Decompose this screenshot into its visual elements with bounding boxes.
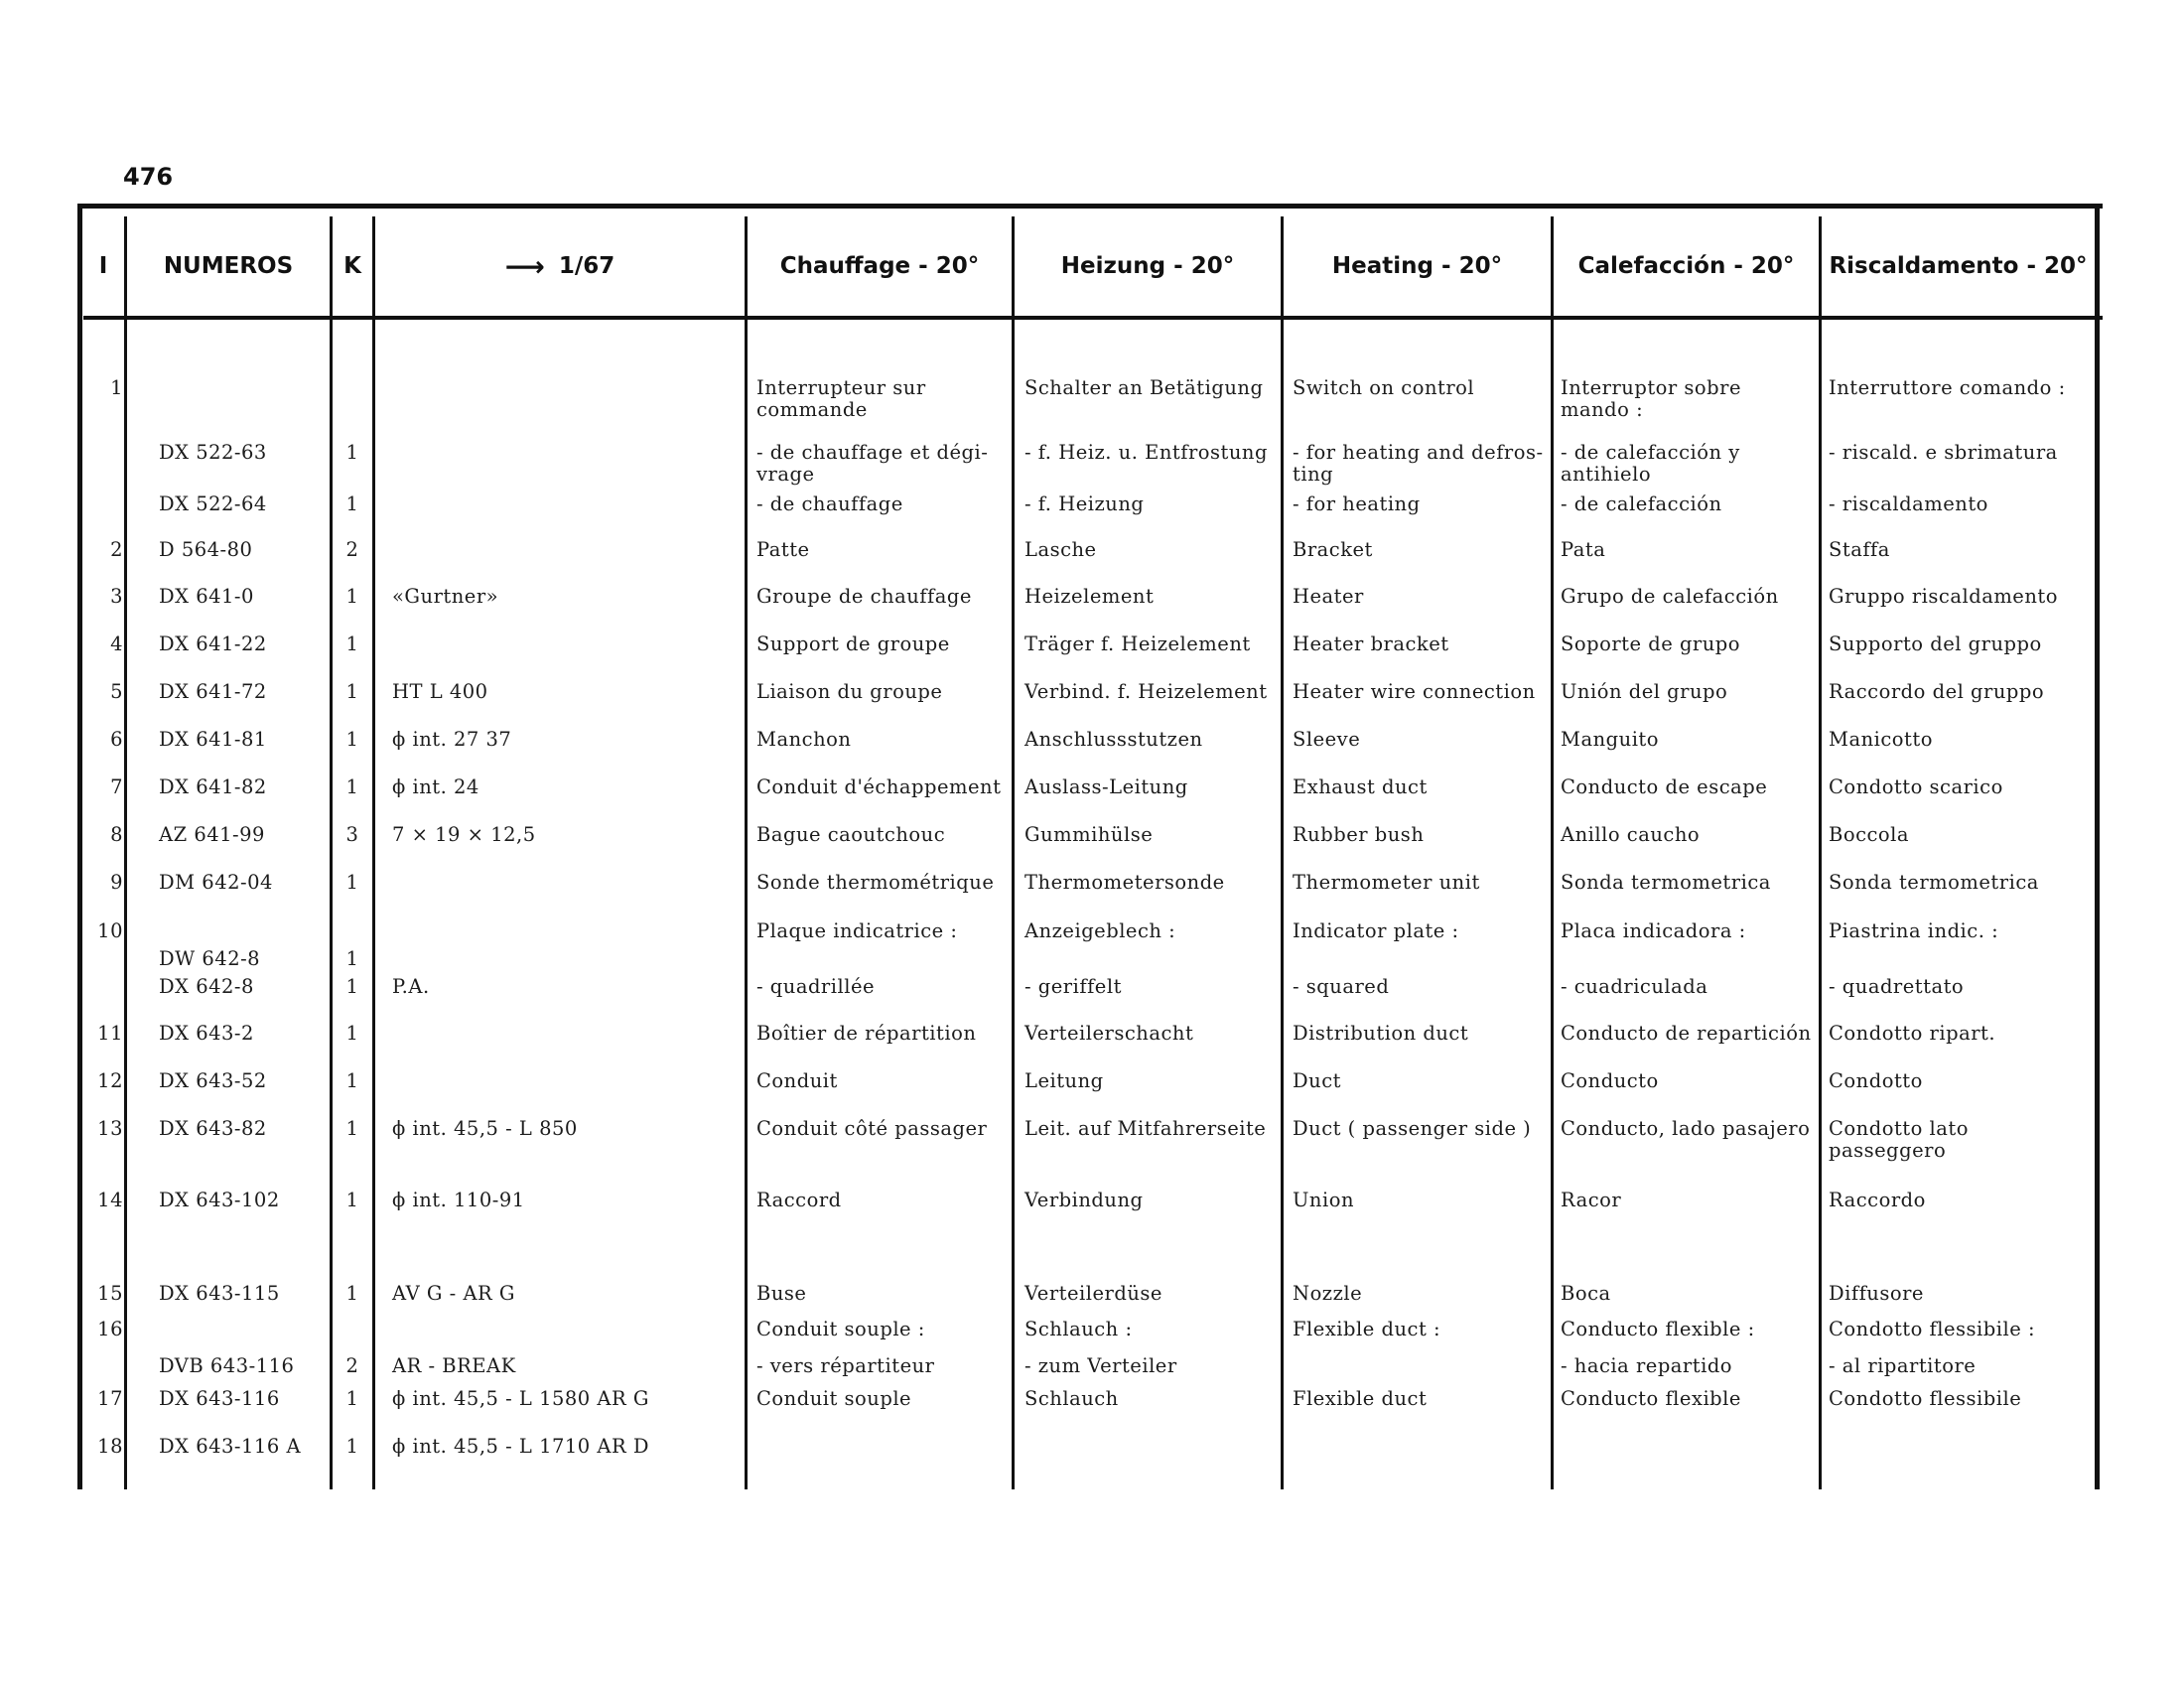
part-number: DX 643-116 A xyxy=(159,1435,302,1458)
desc-french: Conduit souple : xyxy=(756,1318,925,1340)
header-quantity: K xyxy=(343,253,361,279)
header-italian: Riscaldamento - 20° xyxy=(1829,253,2088,279)
desc-spanish: Boca xyxy=(1561,1282,1611,1305)
quantity: 1 xyxy=(345,728,359,751)
desc-german: - geriffelt xyxy=(1024,975,1122,998)
row-index: 8 xyxy=(110,823,123,846)
desc-french: Conduit souple xyxy=(756,1387,912,1410)
part-note: ϕ int. 45,5 - L 1710 AR D xyxy=(392,1435,649,1458)
desc-italian: Supporto del gruppo xyxy=(1829,633,2042,655)
desc-french: Patte xyxy=(756,538,810,561)
header-german: Heizung - 20° xyxy=(1060,253,1235,279)
desc-french: - de chauffage xyxy=(756,492,903,515)
column-rule xyxy=(330,216,333,1489)
desc-german: Schlauch xyxy=(1024,1387,1119,1410)
quantity: 3 xyxy=(345,823,359,846)
desc-german: Verteilerdüse xyxy=(1024,1282,1162,1305)
desc-german: - zum Verteiler xyxy=(1024,1354,1177,1377)
quantity: 1 xyxy=(345,492,359,515)
part-note: HT L 400 xyxy=(392,680,488,703)
quantity: 1 xyxy=(345,1387,359,1410)
desc-german: Schalter an Betätigung xyxy=(1024,376,1264,399)
quantity: 1 xyxy=(345,775,359,798)
header-numeros: NUMEROS xyxy=(163,253,294,279)
row-index: 17 xyxy=(97,1387,123,1410)
column-rule xyxy=(1281,216,1284,1489)
desc-italian: Staffa xyxy=(1829,538,1890,561)
desc-french: Conduit côté passager xyxy=(756,1117,988,1140)
desc-spanish: - hacia repartido xyxy=(1561,1354,1733,1377)
desc-spanish: - de calefacción xyxy=(1561,492,1722,515)
desc-italian: Manicotto xyxy=(1829,728,1933,751)
desc-french: - de chauffage et dégi-vrage xyxy=(756,441,989,486)
desc-french: Conduit d'échappement xyxy=(756,775,1002,798)
desc-spanish: Interruptor sobre mando : xyxy=(1561,376,1742,421)
part-number: DX 643-116 xyxy=(159,1387,280,1410)
desc-french: Manchon xyxy=(756,728,852,751)
desc-spanish: Conducto flexible : xyxy=(1561,1318,1755,1340)
part-number: DW 642-8 xyxy=(159,947,261,970)
row-index: 6 xyxy=(110,728,123,751)
desc-english: - for heating and defros-ting xyxy=(1293,441,1544,486)
part-note: ϕ int. 110-91 xyxy=(392,1189,525,1211)
part-note: P.A. xyxy=(392,975,430,998)
desc-spanish: Placa indicadora : xyxy=(1561,919,1746,942)
desc-italian: - riscald. e sbrimatura xyxy=(1829,441,2058,464)
part-note: ϕ int. 45,5 - L 1580 AR G xyxy=(392,1387,649,1410)
row-index: 15 xyxy=(97,1282,123,1305)
row-index: 12 xyxy=(97,1069,123,1092)
desc-german: Auslass-Leitung xyxy=(1024,775,1188,798)
desc-german: Lasche xyxy=(1024,538,1097,561)
header-model xyxy=(375,228,745,304)
part-number: DX 643-82 xyxy=(159,1117,267,1140)
desc-italian: Condotto flessibile : xyxy=(1829,1318,2036,1340)
desc-english: Duct xyxy=(1293,1069,1341,1092)
desc-english: - squared xyxy=(1293,975,1390,998)
desc-english: Duct ( passenger side ) xyxy=(1293,1117,1532,1140)
desc-italian: Condotto flessibile xyxy=(1829,1387,2022,1410)
arrow-right-icon: ⟶ xyxy=(504,249,545,283)
desc-french: Sonde thermométrique xyxy=(756,871,995,894)
desc-french: Conduit xyxy=(756,1069,838,1092)
quantity: 2 xyxy=(345,1354,359,1377)
quantity: 1 xyxy=(345,1435,359,1458)
desc-english: Union xyxy=(1293,1189,1355,1211)
quantity: 1 xyxy=(345,585,359,608)
quantity: 1 xyxy=(345,1189,359,1211)
header-french: Chauffage - 20° xyxy=(779,253,980,279)
row-index: 9 xyxy=(110,871,123,894)
desc-german: Verbindung xyxy=(1024,1189,1144,1211)
part-number: DX 641-81 xyxy=(159,728,267,751)
desc-spanish: Manguito xyxy=(1561,728,1660,751)
quantity: 1 xyxy=(345,1117,359,1140)
desc-spanish: Conducto, lado pasajero xyxy=(1561,1117,1811,1140)
quantity: 1 xyxy=(345,947,359,970)
part-number: DX 641-22 xyxy=(159,633,267,655)
desc-spanish: Racor xyxy=(1561,1189,1622,1211)
desc-french: Support de groupe xyxy=(756,633,950,655)
header-spanish: Calefacción - 20° xyxy=(1577,253,1795,279)
part-number: DX 643-102 xyxy=(159,1189,280,1211)
row-index: 11 xyxy=(97,1022,123,1045)
desc-italian: Raccordo xyxy=(1829,1189,1926,1211)
desc-german: Leit. auf Mitfahrerseite xyxy=(1024,1117,1267,1140)
column-rule xyxy=(745,216,748,1489)
part-note: 7 × 19 × 12,5 xyxy=(392,823,536,846)
desc-english: Flexible duct : xyxy=(1293,1318,1441,1340)
desc-english: Thermometer unit xyxy=(1293,871,1480,894)
desc-french: - vers répartiteur xyxy=(756,1354,935,1377)
header-model-label: 1/67 xyxy=(558,253,615,279)
row-index: 18 xyxy=(97,1435,123,1458)
desc-german: Träger f. Heizelement xyxy=(1024,633,1251,655)
quantity: 2 xyxy=(345,538,359,561)
row-index: 2 xyxy=(110,538,123,561)
desc-english: Heater wire connection xyxy=(1293,680,1536,703)
part-number: DX 522-63 xyxy=(159,441,267,464)
desc-german: Verbind. f. Heizelement xyxy=(1024,680,1268,703)
quantity: 1 xyxy=(345,975,359,998)
desc-english: Bracket xyxy=(1293,538,1373,561)
desc-english: Heater xyxy=(1293,585,1364,608)
desc-italian: Raccordo del gruppo xyxy=(1829,680,2045,703)
desc-english: Exhaust duct xyxy=(1293,775,1428,798)
desc-spanish: Conducto de repartición xyxy=(1561,1022,1812,1045)
desc-german: - f. Heiz. u. Entfrostung xyxy=(1024,441,1268,464)
part-number: DX 643-115 xyxy=(159,1282,280,1305)
column-rule xyxy=(1819,216,1822,1489)
desc-italian: Interruttore comando : xyxy=(1829,376,2066,399)
desc-english: Heater bracket xyxy=(1293,633,1449,655)
table-top-rule xyxy=(77,204,2103,209)
part-number: DX 643-52 xyxy=(159,1069,267,1092)
desc-german: Schlauch : xyxy=(1024,1318,1133,1340)
part-number: DX 643-2 xyxy=(159,1022,254,1045)
desc-english: Distribution duct xyxy=(1293,1022,1469,1045)
desc-english: - for heating xyxy=(1293,492,1421,515)
row-index: 3 xyxy=(110,585,123,608)
desc-spanish: Conducto xyxy=(1561,1069,1659,1092)
column-rule xyxy=(124,216,127,1489)
desc-italian: Diffusore xyxy=(1829,1282,1924,1305)
desc-italian: Condotto ripart. xyxy=(1829,1022,1996,1045)
desc-spanish: Soporte de grupo xyxy=(1561,633,1741,655)
desc-french: - quadrillée xyxy=(756,975,876,998)
part-number: DX 641-0 xyxy=(159,585,254,608)
row-index: 16 xyxy=(97,1318,123,1340)
part-number: D 564-80 xyxy=(159,538,253,561)
desc-english: Switch on control xyxy=(1293,376,1475,399)
desc-french: Buse xyxy=(756,1282,807,1305)
header-english: Heating - 20° xyxy=(1331,253,1503,279)
desc-italian: - riscaldamento xyxy=(1829,492,1988,515)
desc-german: Gummihülse xyxy=(1024,823,1154,846)
desc-spanish: - cuadriculada xyxy=(1561,975,1708,998)
part-number: DVB 643-116 xyxy=(159,1354,295,1377)
desc-german: Heizelement xyxy=(1024,585,1155,608)
desc-spanish: Conducto flexible xyxy=(1561,1387,1741,1410)
desc-spanish: Sonda termometrica xyxy=(1561,871,1771,894)
desc-french: Plaque indicatrice : xyxy=(756,919,958,942)
header-index: I xyxy=(98,253,108,279)
column-rule xyxy=(1012,216,1015,1489)
column-rule xyxy=(1551,216,1554,1489)
quantity: 1 xyxy=(345,441,359,464)
row-index: 7 xyxy=(110,775,123,798)
part-number: DX 522-64 xyxy=(159,492,267,515)
desc-italian: - al ripartitore xyxy=(1829,1354,1977,1377)
desc-german: Leitung xyxy=(1024,1069,1104,1092)
part-number: AZ 641-99 xyxy=(159,823,265,846)
desc-french: Interrupteur sur commande xyxy=(756,376,926,421)
row-index: 13 xyxy=(97,1117,123,1140)
desc-german: Verteilerschacht xyxy=(1024,1022,1194,1045)
desc-french: Liaison du groupe xyxy=(756,680,943,703)
quantity: 1 xyxy=(345,1022,359,1045)
desc-french: Raccord xyxy=(756,1189,842,1211)
row-index: 14 xyxy=(97,1189,123,1211)
quantity: 1 xyxy=(345,633,359,655)
desc-italian: Condotto scarico xyxy=(1829,775,2003,798)
part-number: DX 641-72 xyxy=(159,680,267,703)
desc-spanish: Conducto de escape xyxy=(1561,775,1768,798)
column-rule xyxy=(2095,204,2100,1489)
desc-italian: Condotto xyxy=(1829,1069,1923,1092)
desc-italian: - quadrettato xyxy=(1829,975,1965,998)
desc-spanish: Grupo de calefacción xyxy=(1561,585,1779,608)
desc-spanish: Unión del grupo xyxy=(1561,680,1728,703)
desc-german: Anschlussstutzen xyxy=(1024,728,1203,751)
part-note: ϕ int. 24 xyxy=(392,775,479,798)
desc-italian: Gruppo riscaldamento xyxy=(1829,585,2058,608)
desc-french: Boîtier de répartition xyxy=(756,1022,977,1045)
quantity: 1 xyxy=(345,680,359,703)
quantity: 1 xyxy=(345,1069,359,1092)
desc-italian: Sonda termometrica xyxy=(1829,871,2039,894)
desc-spanish: Anillo caucho xyxy=(1561,823,1701,846)
desc-german: Thermometersonde xyxy=(1024,871,1225,894)
row-index: 4 xyxy=(110,633,123,655)
header-bottom-rule xyxy=(83,316,2103,320)
desc-english: Nozzle xyxy=(1293,1282,1363,1305)
desc-italian: Condotto lato passeggero xyxy=(1829,1117,1969,1162)
desc-italian: Boccola xyxy=(1829,823,1910,846)
part-note: «Gurtner» xyxy=(392,585,499,608)
desc-spanish: Pata xyxy=(1561,538,1606,561)
column-rule xyxy=(372,216,375,1489)
column-rule xyxy=(77,204,82,1489)
quantity: 1 xyxy=(345,871,359,894)
desc-english: Rubber bush xyxy=(1293,823,1425,846)
part-number: DX 642-8 xyxy=(159,975,254,998)
desc-italian: Piastrina indic. : xyxy=(1829,919,1999,942)
part-note: AV G - AR G xyxy=(392,1282,515,1305)
part-number: DM 642-04 xyxy=(159,871,273,894)
desc-german: - f. Heizung xyxy=(1024,492,1145,515)
part-note: AR - BREAK xyxy=(392,1354,516,1377)
desc-spanish: - de calefacción y antihielo xyxy=(1561,441,1740,486)
row-index: 1 xyxy=(110,376,123,399)
part-number: DX 641-82 xyxy=(159,775,267,798)
part-note: ϕ int. 45,5 - L 850 xyxy=(392,1117,578,1140)
part-note: ϕ int. 27 37 xyxy=(392,728,512,751)
desc-english: Sleeve xyxy=(1293,728,1361,751)
quantity: 1 xyxy=(345,1282,359,1305)
desc-german: Anzeigeblech : xyxy=(1024,919,1176,942)
desc-french: Bague caoutchouc xyxy=(756,823,946,846)
desc-french: Groupe de chauffage xyxy=(756,585,972,608)
row-index: 10 xyxy=(97,919,123,942)
desc-english: Indicator plate : xyxy=(1293,919,1459,942)
page-number: 476 xyxy=(123,163,174,191)
row-index: 5 xyxy=(110,680,123,703)
desc-english: Flexible duct xyxy=(1293,1387,1428,1410)
